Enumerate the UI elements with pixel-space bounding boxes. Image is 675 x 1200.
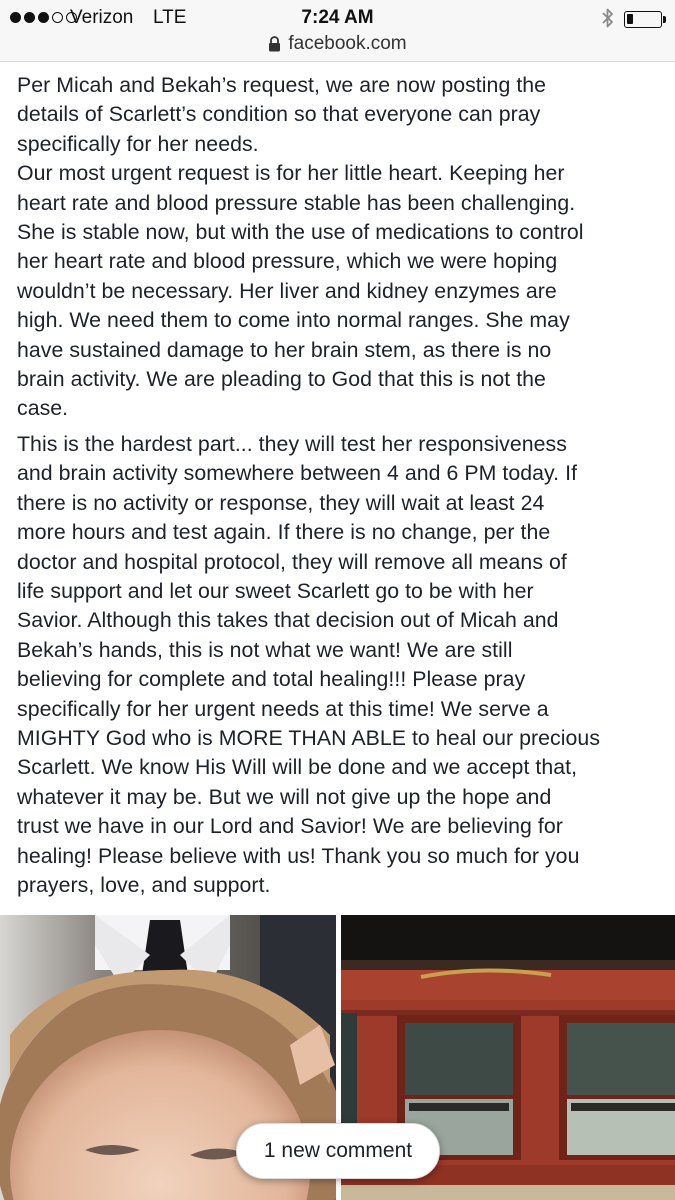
- network-type: LTE: [153, 7, 187, 28]
- post-body: [17, 71, 667, 900]
- battery-level: [627, 14, 633, 24]
- battery-tip: [663, 16, 666, 23]
- status-bar: [0, 0, 675, 62]
- post-paragraph: This is the hardest part... they will test her responsiveness and brain activity somewhere between 4 and 6 PM today. If there is no activity or response, they will wait at least 24 more hours and test again. If there is no change, per the doctor and hospital protocol, they will remove all means of life support and let our sweet Scarlett go to be with her Savior. Although this takes that decision out of Micah and Bekah’s hands, this is not what we want! We are still believing for complete and total healing!!! Please pray specifically for her urgent needs at this time! We serve a MIGHTY God who is MORE THAN ABLE to heal our precious Scarlett. We know His Will will be done and we accept that, whatever it may be. But we will not give up the hope and trust we have in our Lord and Savior! We are believing for healing! Please believe with us! Thank you so much for you prayers, love, and support.: [17, 431, 601, 897]
- bluetooth-icon: [601, 7, 615, 29]
- battery-icon: [624, 11, 662, 28]
- url-text[interactable]: facebook.com: [288, 33, 407, 54]
- carrier-name: Verizon: [70, 7, 134, 28]
- post-paragraph: Per Micah and Bekah’s request, we are now posting the details of Scarlett’s condition so that everyone can pray specifically for her needs. Our most urgent request is for her little heart. Keeping her heart rate and blood pressure stable has been challenging. She is stable now, but with the use of medications to control her heart rate and blood pressure, which we were hoping wouldn’t be necessary. Her liver and kidney enzymes are high. We need them to come into normal ranges. She may have sustained damage to her brain stem, as there is no brain activity. We are pleading to God that this is not the case.: [17, 73, 584, 421]
- address-bar[interactable]: [0, 32, 675, 56]
- new-comment-label: 1 new comment: [263, 1139, 413, 1162]
- lock-icon: [268, 36, 281, 52]
- status-time: 7:24 AM: [301, 7, 374, 28]
- status-row: [0, 5, 675, 31]
- new-comment-button[interactable]: [236, 1123, 440, 1179]
